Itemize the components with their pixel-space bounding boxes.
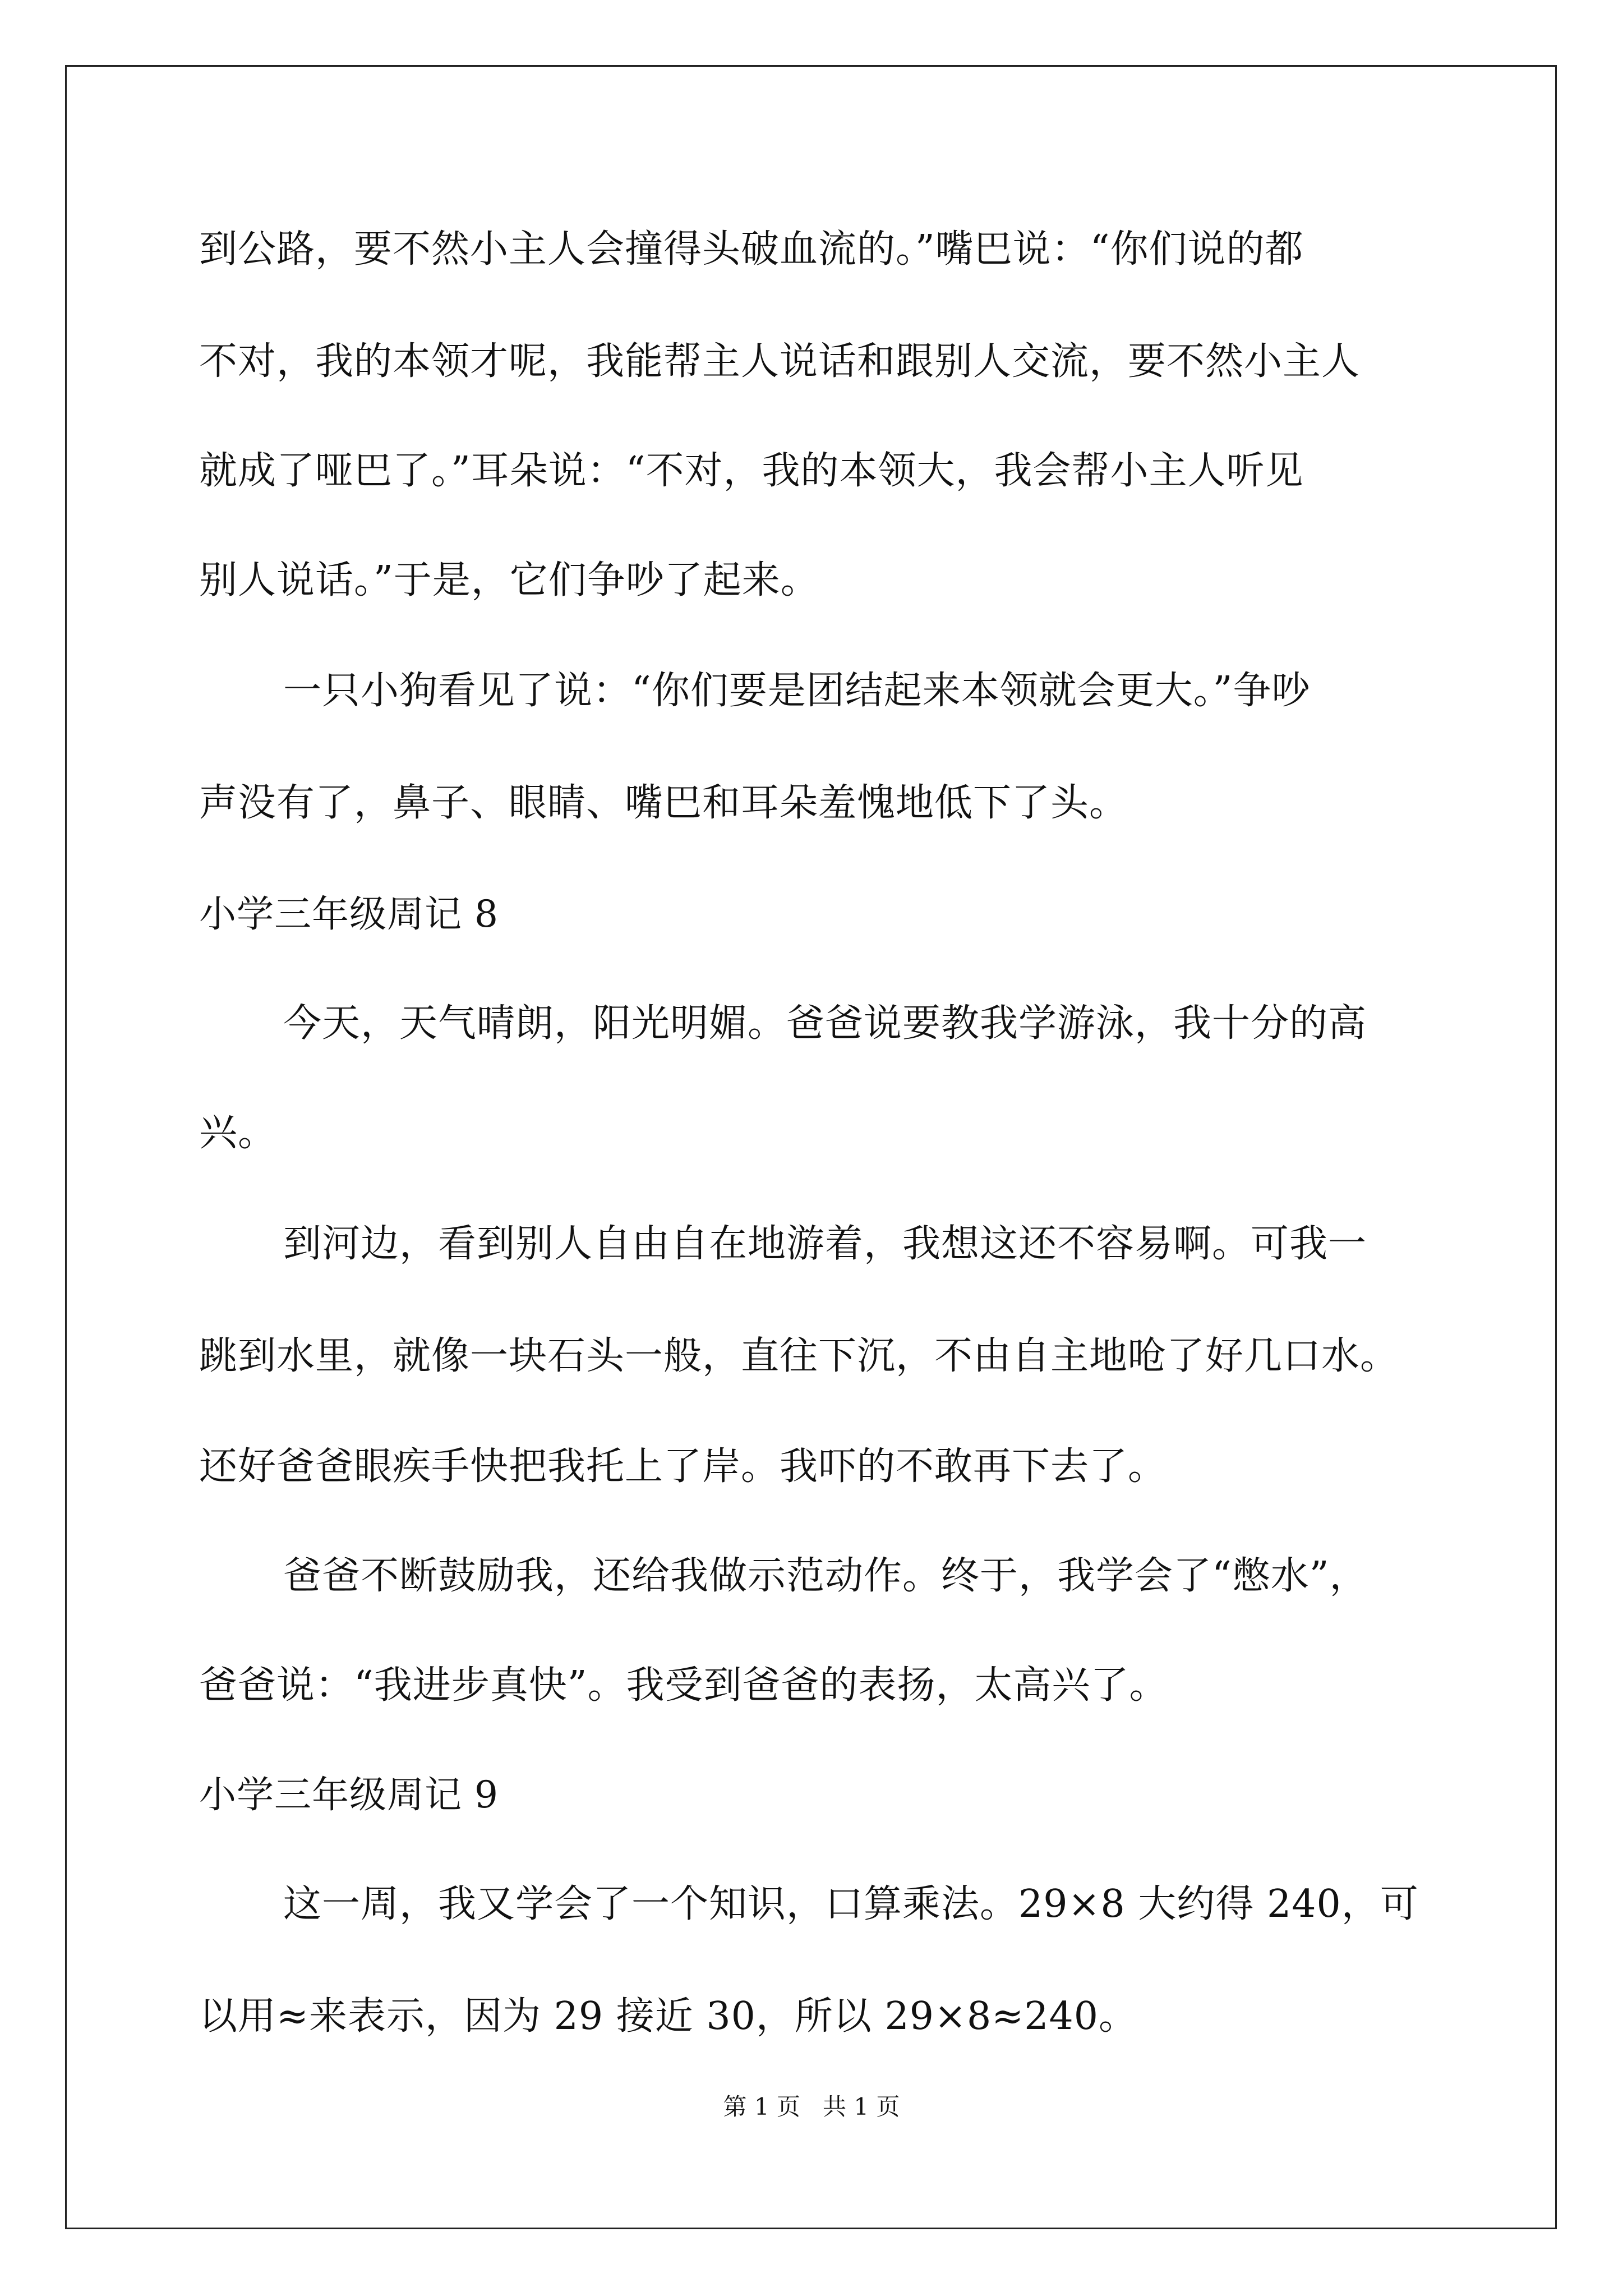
body-line: 以用≈来表示，因为 29 接近 30，所以 29×8≈240。 [199, 1994, 1138, 2039]
body-line: 兴。 [199, 1111, 277, 1155]
body-line: 跳到水里，就像一块石头一般，直往下沉，不由自主地呛了好几口水。 [199, 1334, 1399, 1378]
section-heading: 小学三年级周记 9 [199, 1773, 499, 1816]
paragraph-start-line: 一只小狗看见了说：“你们要是团结起来本领就会更大。”争吵 [283, 669, 1311, 713]
body-line: 爸爸说：“我进步真快”。我受到爸爸的表扬，太高兴了。 [199, 1663, 1168, 1708]
body-line: 还好爸爸眼疾手快把我托上了岸。我吓的不敢再下去了。 [199, 1444, 1167, 1489]
body-line: 不对，我的本领才呢，我能帮主人说话和跟别人交流，要不然小主人 [199, 339, 1361, 384]
body-line: 别人说话。”于是，它们争吵了起来。 [199, 558, 819, 602]
paragraph-start-line: 这一周，我又学会了一个知识，口算乘法。29×8 大约得 240，可 [283, 1882, 1419, 1926]
page-footer: 第 1 页 共 1 页 [723, 2093, 900, 2120]
paragraph-start-line: 今天，天气晴朗，阳光明媚。爸爸说要教我学游泳，我十分的高 [283, 1001, 1367, 1046]
body-line: 就成了哑巴了。”耳朵说：“不对，我的本领大，我会帮小主人听见 [199, 449, 1304, 493]
paragraph-start-line: 到河边，看到别人自由自在地游着，我想这还不容易啊。可我一 [283, 1222, 1367, 1266]
section-heading: 小学三年级周记 8 [199, 892, 499, 936]
body-line: 到公路，要不然小主人会撞得头破血流的。”嘴巴说：“你们说的都 [199, 227, 1304, 272]
paragraph-start-line: 爸爸不断鼓励我，还给我做示范动作。终于，我学会了“憋水”， [283, 1554, 1368, 1598]
body-line: 声没有了，鼻子、眼睛、嘴巴和耳朵羞愧地低下了头。 [199, 781, 1128, 825]
